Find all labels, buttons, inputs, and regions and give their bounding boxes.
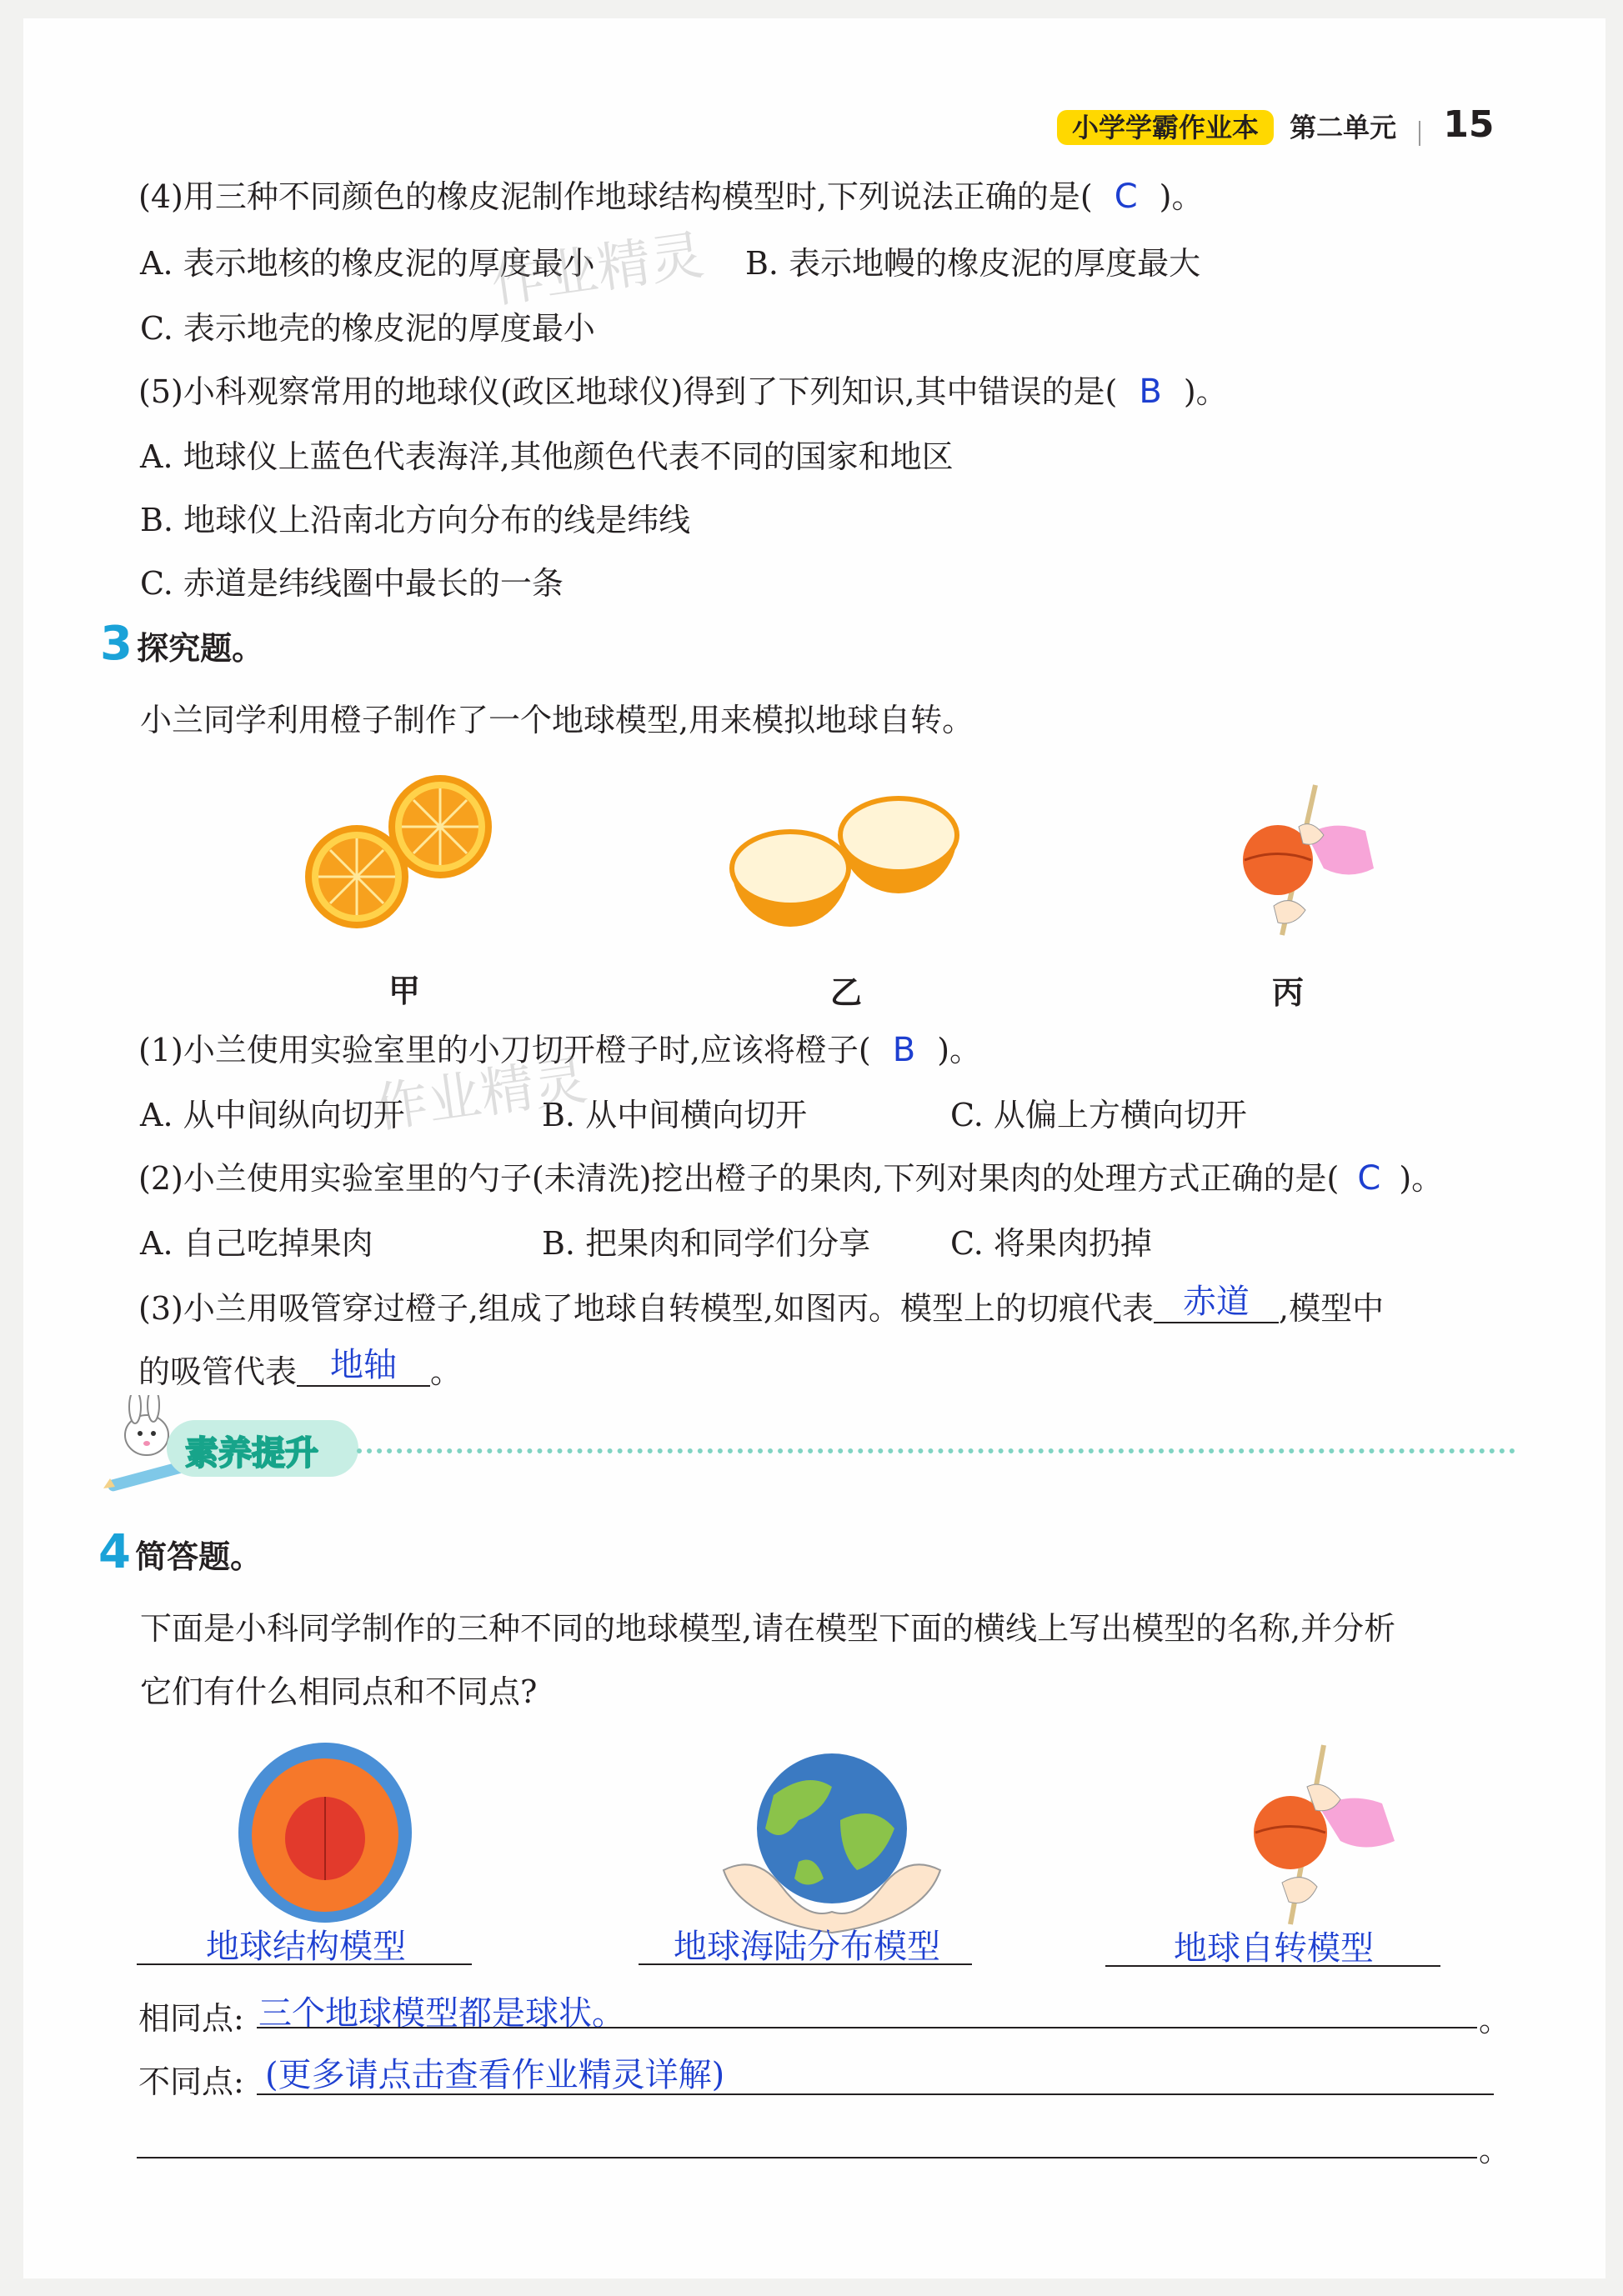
q3-item2-option-b: B. 把果肉和同学们分享 xyxy=(542,1225,871,1262)
q2-item5-option-a: A. 地球仪上蓝色代表海洋,其他颜色代表不同的国家和地区 xyxy=(140,438,954,475)
q3-item3-answer2: 地轴 xyxy=(297,1345,430,1387)
q2-item4-option-b: B. 表示地幔的橡皮泥的厚度最大 xyxy=(745,245,1201,282)
unit-label: 第二单元 xyxy=(1290,112,1397,143)
q2-item5-option-c: C. 赤道是纬线圈中最长的一条 xyxy=(140,565,564,602)
figure-label-yi: 乙 xyxy=(830,974,863,1011)
q3-item3-line1: (3)小兰用吸管穿过橙子,组成了地球自转模型,如图丙。模型上的切痕代表 赤道 ,模型中 xyxy=(138,1283,1385,1327)
header-divider xyxy=(1419,121,1420,146)
banner-pill xyxy=(167,1420,358,1477)
q2-item5-stem: (5)小科观察常用的地球仪(政区地球仪)得到了下列知识,其中错误的是( B )。 xyxy=(138,373,1228,411)
q4-heading xyxy=(98,1525,262,1579)
orange-straw-figure xyxy=(1207,768,1382,943)
banner-title: 素养提升 xyxy=(185,1434,318,1473)
figure-label-jia: 甲 xyxy=(388,973,421,1009)
q2-item5-answer: B xyxy=(1139,373,1162,411)
q4-prompt-line1: 下面是小科同学制作的三种不同的地球模型,请在模型下面的横线上写出模型的名称,并分析 xyxy=(140,1610,1396,1647)
model-name-3: 地球自转模型 xyxy=(1174,1929,1374,1968)
model-name-2-line xyxy=(639,1963,972,1965)
diff-points-label: 不同点: xyxy=(138,2063,244,2100)
q3-item1-option-c: C. 从偏上方横向切开 xyxy=(950,1097,1247,1133)
hand-lower xyxy=(1274,901,1305,923)
model-name-2: 地球海陆分布模型 xyxy=(674,1928,940,1966)
hollow-half-left xyxy=(732,832,849,927)
q3-item2-option-a: A. 自己吃掉果肉 xyxy=(140,1225,373,1262)
q2-item4-stem: (4)用三种不同颜色的橡皮泥制作地球结构模型时,下列说法正确的是( C )。 xyxy=(138,178,1204,216)
earth-structure-model xyxy=(233,1737,417,1928)
hand-lower xyxy=(1282,1878,1317,1903)
model-name-3-line xyxy=(1105,1965,1440,1967)
page-header xyxy=(1057,103,1495,146)
hollow-orange-figure xyxy=(724,777,965,935)
watermark: 作业精灵 xyxy=(370,1049,591,1141)
q3-item3-line2: 的吸管代表 地轴 。 xyxy=(138,1346,463,1390)
q3-number: 3 xyxy=(100,617,133,671)
q3-item2-option-c: C. 将果肉扔掉 xyxy=(950,1225,1152,1262)
model-name-1-line xyxy=(137,1963,472,1965)
orange-half-right xyxy=(388,775,492,878)
same-points-line xyxy=(257,2027,1477,2028)
q2-item4-option-a: A. 表示地核的橡皮泥的厚度最小 xyxy=(140,245,595,282)
diff-points-end: 。 xyxy=(1479,2132,1511,2168)
q2-item5-option-b: B. 地球仪上沿南北方向分布的线是纬线 xyxy=(140,502,691,538)
page-number: 15 xyxy=(1443,103,1495,146)
q4-prompt-line2: 它们有什么相同点和不同点? xyxy=(140,1673,538,1710)
q4-title: 简答题。 xyxy=(135,1538,263,1575)
same-points-end: 。 xyxy=(1479,2002,1511,2038)
workbook-badge: 小学学霸作业本 xyxy=(1057,110,1274,145)
diff-points-line xyxy=(257,2093,1494,2095)
watermark: 作业精灵 xyxy=(487,224,708,316)
q4-number: 4 xyxy=(98,1525,131,1579)
diff-points-line-2 xyxy=(137,2157,1477,2158)
q3-item3-answer1: 赤道 xyxy=(1154,1282,1279,1323)
same-points-answer: 三个地球模型都是球状。 xyxy=(258,1994,625,2033)
banner-dotted-rule xyxy=(357,1448,1515,1453)
q3-intro: 小兰同学利用橙子制作了一个地球模型,用来模拟地球自转。 xyxy=(140,702,974,738)
q3-item1-option-a: A. 从中间纵向切开 xyxy=(140,1097,405,1133)
q3-heading xyxy=(100,617,263,671)
q3-title: 探究题。 xyxy=(137,630,264,667)
q2-item4-answer: C xyxy=(1114,178,1138,216)
diff-points-answer: (更多请点击查看作业精灵详解) xyxy=(265,2056,725,2094)
q3-item1-option-b: B. 从中间横向切开 xyxy=(542,1097,808,1133)
earth-rotation-model xyxy=(1224,1737,1407,1928)
figure-label-bing: 丙 xyxy=(1272,974,1305,1011)
orange-halves-figure xyxy=(298,768,507,935)
same-points-label: 相同点: xyxy=(138,2000,244,2037)
model-name-1: 地球结构模型 xyxy=(206,1928,406,1966)
hollow-half-right xyxy=(840,798,957,893)
q3-item2-stem: (2)小兰使用实验室里的勺子(未清洗)挖出橙子的果肉,下列对果肉的处理方式正确的是( C )。 xyxy=(138,1159,1444,1198)
q3-item1-answer: B xyxy=(892,1031,916,1069)
q2-item4-option-c: C. 表示地壳的橡皮泥的厚度最小 xyxy=(140,310,595,347)
q3-item1-stem: (1)小兰使用实验室里的小刀切开橙子时,应该将橙子( B )。 xyxy=(138,1031,982,1069)
worksheet-page xyxy=(23,18,1605,2278)
earth-land-sea-model xyxy=(707,1745,957,1937)
q3-item2-answer: C xyxy=(1357,1159,1381,1198)
